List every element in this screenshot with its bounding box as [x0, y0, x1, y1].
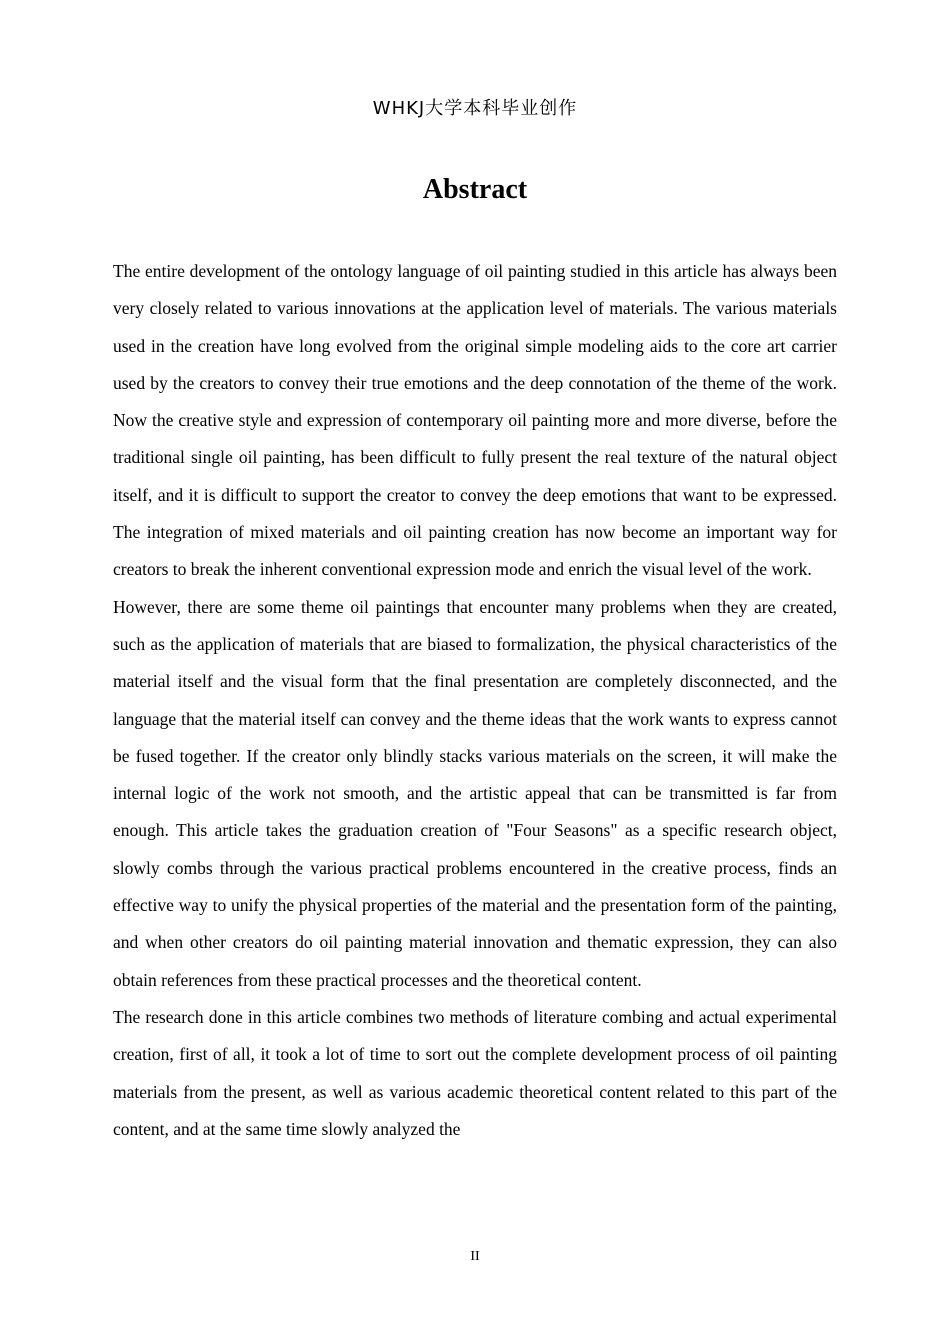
page-number: II — [470, 1249, 480, 1264]
abstract-body — [113, 253, 837, 1148]
abstract-paragraph-2: However, there are some theme oil paintings that encounter many problems when they are created, such as the application of materials that are biased to formalization, the physical characteristics of the material itself and the visual form that the final presentation are completely disconnected, and the language that the material itself can convey and the theme ideas that the work wants to express cannot be fused together. If the creator only blindly stacks various materials on the screen, it will make the internal logic of the work not smooth, and the artistic appeal that can be transmitted is far from enough. This article takes the graduation creation of "Four Seasons" as a specific research object, slowly combs through the various practical problems encountered in the creative process, finds an effective way to unify the physical properties of the material and the presentation form of the painting, and when other creators do oil painting material innovation and thematic expression, they can also obtain references from these practical processes and the theoretical content. — [113, 596, 837, 990]
abstract-paragraph-1: The entire development of the ontology language of oil painting studied in this article has always been very closely related to various innovations at the application level of materials. The various materials used in the creation have long evolved from the original simple modeling aids to the core art carrier used by the creators to convey their true emotions and the deep connotation of the theme of the work. Now the creative style and expression of contemporary oil painting more and more diverse, before the traditional single oil painting, has been difficult to fully present the real texture of the natural object itself, and it is difficult to support the creator to convey the deep emotions that want to be expressed. The integration of mixed materials and oil painting creation has now become an important way for creators to break the inherent conventional expression mode and enrich the visual level of the work. — [113, 261, 837, 580]
abstract-title: Abstract — [422, 174, 528, 205]
abstract-paragraph-3: The research done in this article combines two methods of literature combing and actual experimental creation, first of all, it took a lot of time to sort out the complete development process of oil painting materials from the present, as well as various academic theoretical content related to this part of the content, and at the same time slowly analyzed the — [113, 1006, 837, 1139]
page-header: WHKJ大学本科毕业创作 — [372, 98, 578, 119]
